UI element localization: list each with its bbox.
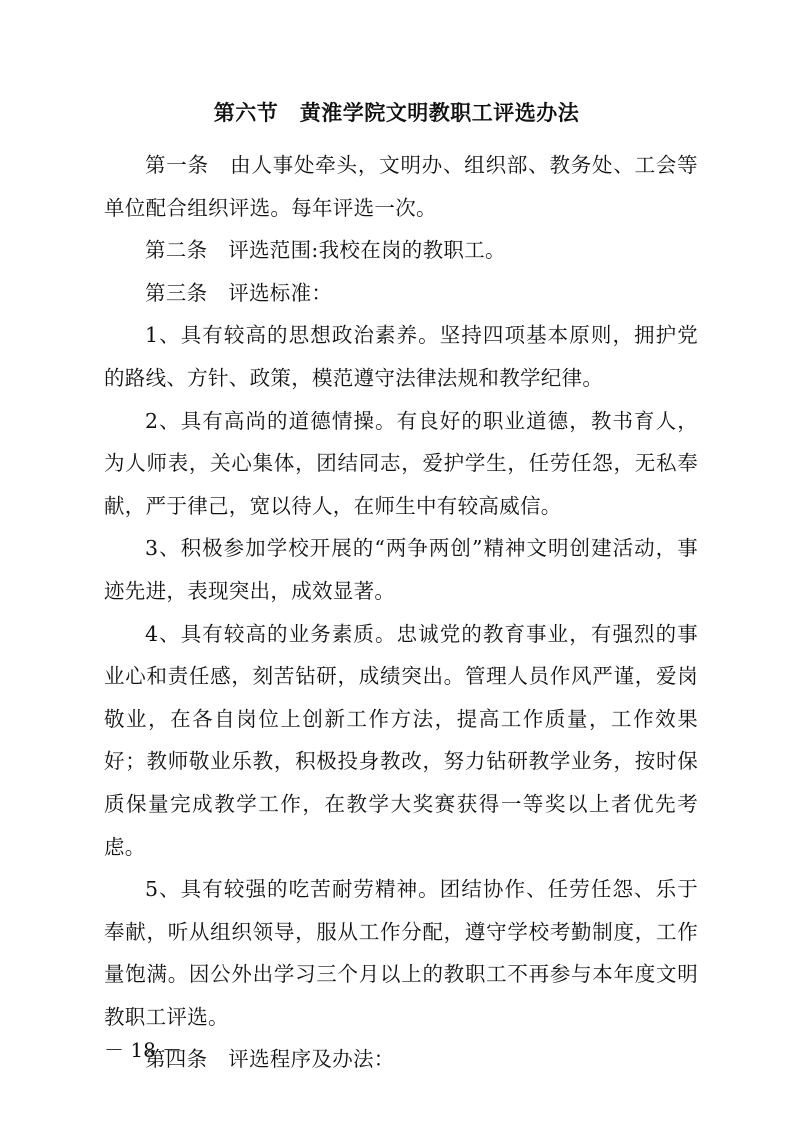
criterion-1: 1、具有较高的思想政治素养。坚持四项基本原则，拥护党的路线、方针、政策，模范遵守法律法规和教学纪律。 <box>104 323 698 390</box>
page-number: － 18 － <box>104 1038 183 1062</box>
article-1: 第一条 由人事处牵头，文明办、组织部、教务处、工会等单位配合组织评选。每年评选一次。 <box>104 153 698 220</box>
criterion-5: 5、具有较强的吃苦耐劳精神。团结协作、任劳任怨、乐于奉献，听从组织领导，服从工作分配，遵守学校考勤制度，工作量饱满。因公外出学习三个月以上的教职工不再参与本年度文明教职工评选。 <box>104 877 698 1029</box>
article-3: 第三条 评选标准： <box>145 280 333 305</box>
criterion-2: 2、具有高尚的道德情操。有良好的职业道德，教书育人，为人师表，关心集体，团结同志，爱护学生，任劳任怨，无私奉献，严于律己，宽以待人，在师生中有较高威信。 <box>104 408 698 518</box>
criterion-3: 3、积极参加学校开展的“两争两创”精神文明创建活动，事迹先进，表现突出，成效显著。 <box>104 536 698 603</box>
article-4: 第四条 评选程序及办法： <box>145 1047 395 1072</box>
section-title: 第六节 黄淮学院文明教职工评选办法 <box>213 101 580 125</box>
document-body <box>104 144 698 1081</box>
criterion-4: 4、具有较高的业务素质。忠诚党的教育事业，有强烈的事业心和责任感，刻苦钻研，成绩突出。管理人员作风严谨，爱岗敬业，在各自岗位上创新工作方法，提高工作质量，工作效果好；教师敬业乐教，积极投身教改，努力钻研教学业务，按时保质保量完成教学工作，在教学大奖赛获得一等奖以上者优先考虑。 <box>104 621 698 859</box>
article-2: 第二条 评选范围:我校在岗的教职工。 <box>145 238 506 263</box>
